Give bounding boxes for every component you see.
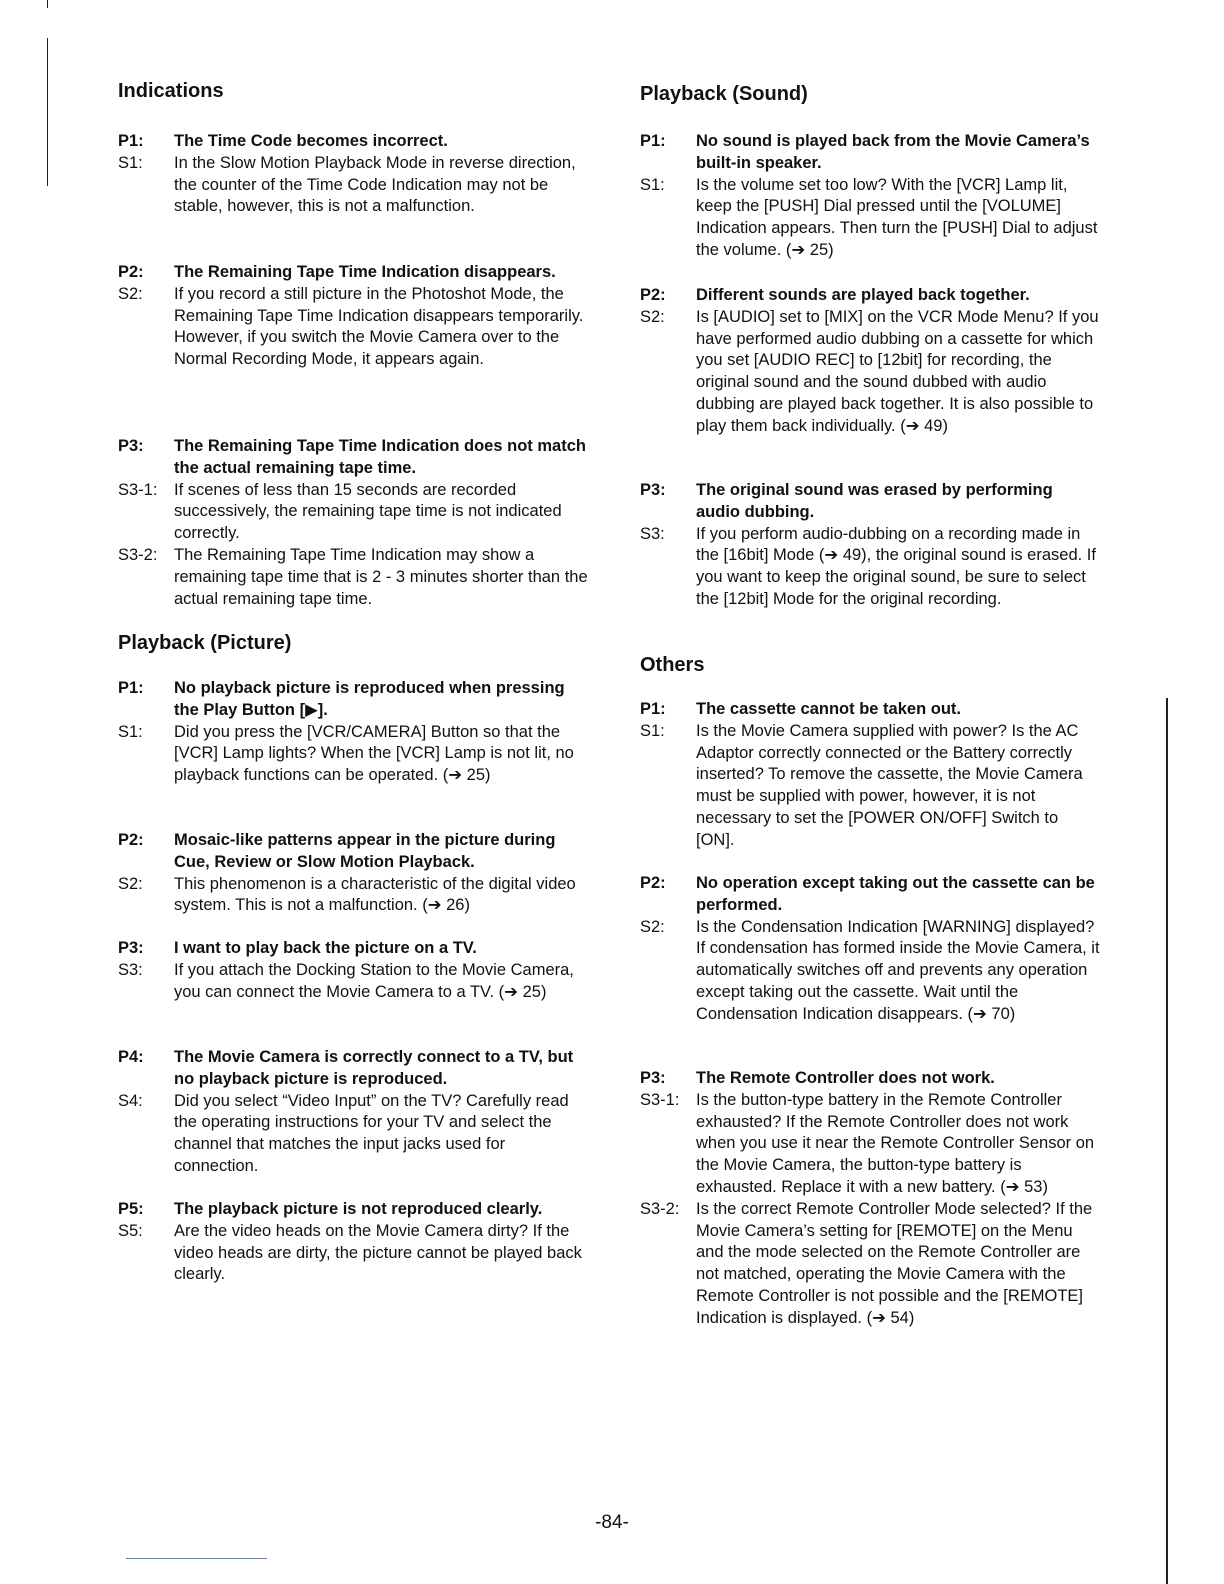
solution-text: Is the correct Remote Controller Mode selected? If the Movie Camera’s setting for [REMOTE] on the Menu and the mode selected on the Remote Controller are not matched, operating the Movie Camera with the Remote Controller is not possible and the [REMOTE] Indication is displayed. (➔ 54) (696, 1199, 1093, 1327)
scan-edge-mark (1166, 698, 1168, 1584)
problem-code: P3: (118, 939, 144, 957)
problem-code: P2: (640, 874, 666, 892)
problem-text: Different sounds are played back together. (696, 286, 1030, 304)
problem-code: P1: (118, 132, 144, 150)
solution (118, 153, 588, 218)
solution-code: S2: (640, 307, 665, 326)
problem-code: P3: (640, 1069, 666, 1087)
problem-code: P2: (640, 286, 666, 304)
solution-code: S1: (640, 175, 665, 194)
scan-underline-mark (126, 1558, 267, 1559)
solution-text: If you record a still picture in the Photoshot Mode, the Remaining Tape Time Indication disappears temporarily. However, if you switch the Movie Camera over to the Normal Recording Mode, it appears again. (174, 284, 584, 369)
trouble-entry (118, 678, 588, 787)
problem-text: The Remaining Tape Time Indication disappears. (174, 263, 556, 281)
solution (118, 722, 588, 787)
problem (118, 938, 588, 960)
solution-code: S3: (118, 960, 143, 979)
solution (640, 1199, 1100, 1330)
problem-text: The cassette cannot be taken out. (696, 700, 961, 718)
section-title-indications: Indications (118, 80, 224, 102)
problem (118, 678, 588, 722)
solution (118, 480, 588, 545)
solution (118, 874, 588, 918)
problem-text: No playback picture is reproduced when pressing the Play Button [▶]. (174, 679, 565, 719)
solution-text: Did you press the [VCR/CAMERA] Button so that the [VCR] Lamp lights? When the [VCR] Lamp is not lit, no playback functions can be operated. (➔ 25) (174, 722, 574, 785)
solution-code: S3-1: (118, 480, 158, 499)
solution-code: S3-2: (118, 545, 158, 564)
trouble-entry (640, 285, 1100, 438)
problem (640, 480, 1100, 524)
trouble-entry (640, 131, 1100, 262)
solution-text: The Remaining Tape Time Indication may show a remaining tape time that is 2 - 3 minutes shorter than the actual remaining tape time. (174, 545, 588, 608)
trouble-entry (118, 830, 588, 917)
solution-code: S2: (118, 284, 143, 303)
trouble-entry (118, 436, 588, 610)
solution (640, 721, 1100, 852)
solution (118, 284, 588, 371)
problem-text: The playback picture is not reproduced clearly. (174, 1200, 543, 1218)
page-number: -84- (595, 1512, 629, 1533)
problem (640, 131, 1100, 175)
problem (640, 285, 1100, 307)
solution-text: Is [AUDIO] set to [MIX] on the VCR Mode Menu? If you have performed audio dubbing on a cassette for which you set [AUDIO REC] to [12bit] for recording, the original sound and the sound dubbed with audio dubbing are played back together. It is also possible to play them back individually. (➔ 49) (696, 307, 1099, 435)
problem-text: The Movie Camera is correctly connect to a TV, but no playback picture is reproduced. (174, 1048, 574, 1088)
trouble-entry (118, 1047, 588, 1178)
problem-text: No sound is played back from the Movie Camera’s built-in speaker. (696, 132, 1090, 172)
solution-code: S1: (118, 153, 143, 172)
problem-text: No operation except taking out the cassette can be performed. (696, 874, 1095, 914)
solution-code: S3-2: (640, 1199, 680, 1218)
problem-text: The Remote Controller does not work. (696, 1069, 995, 1087)
solution (640, 917, 1100, 1026)
problem-text: The original sound was erased by performing audio dubbing. (696, 481, 1053, 521)
solution (640, 307, 1100, 438)
problem (640, 699, 1100, 721)
trouble-entry (118, 1199, 588, 1286)
problem-code: P2: (118, 263, 144, 281)
scan-edge-mark (47, 38, 48, 186)
trouble-entry (118, 262, 588, 371)
problem-text: The Remaining Tape Time Indication does not match the actual remaining tape time. (174, 437, 586, 477)
section-title-playback-sound: Playback (Sound) (640, 83, 808, 105)
solution-text: If you perform audio-dubbing on a recording made in the [16bit] Mode (➔ 49), the original sound is erased. If you want to keep the original sound, be sure to select the [12bit] Mode for the original recording. (696, 524, 1096, 608)
trouble-entry (640, 699, 1100, 852)
problem-code: P3: (118, 437, 144, 455)
solution-text: Are the video heads on the Movie Camera dirty? If the video heads are dirty, the picture cannot be played back clearly. (174, 1221, 582, 1284)
problem (118, 1047, 588, 1091)
solution-text: Is the Condensation Indication [WARNING] displayed? If condensation has formed inside the Movie Camera, it automatically switches off and prevents any operation except taking out the cassette. Wait until the Condensation Indication disappears. (➔ 70) (696, 917, 1100, 1023)
solution-code: S1: (118, 722, 143, 741)
solution-code: S3: (640, 524, 665, 543)
problem-text: The Time Code becomes incorrect. (174, 132, 448, 150)
scan-edge-mark (47, 0, 48, 8)
problem (118, 262, 588, 284)
problem (118, 131, 588, 153)
problem-code: P4: (118, 1048, 144, 1066)
problem-code: P1: (640, 700, 666, 718)
solution (118, 960, 588, 1004)
trouble-entry (640, 873, 1100, 1026)
trouble-entry (118, 131, 588, 218)
solution-text: Is the button-type battery in the Remote Controller exhausted? If the Remote Controller does not work when you use it near the Remote Controller Sensor on the Movie Camera, the button-type battery is exhausted. Replace it with a new battery. (➔ 53) (696, 1090, 1095, 1196)
solution-code: S1: (640, 721, 665, 740)
trouble-entry (118, 938, 588, 1003)
problem (118, 436, 588, 480)
problem (640, 1068, 1100, 1090)
solution-code: S4: (118, 1091, 143, 1110)
problem (118, 1199, 588, 1221)
problem (640, 873, 1100, 917)
problem (118, 830, 588, 874)
solution (640, 524, 1100, 611)
solution-code: S5: (118, 1221, 143, 1240)
solution-text: Is the volume set too low? With the [VCR] Lamp lit, keep the [PUSH] Dial pressed until the [VOLUME] Indication appears. Then turn the [PUSH] Dial to adjust the volume. (➔ 25) (696, 175, 1098, 259)
problem-text: I want to play back the picture on a TV. (174, 939, 477, 957)
solution-text: If you attach the Docking Station to the Movie Camera, you can connect the Movie Camera to a TV. (➔ 25) (174, 960, 574, 1001)
solution (640, 175, 1100, 262)
solution-text: This phenomenon is a characteristic of the digital video system. This is not a malfunction. (➔ 26) (174, 874, 576, 915)
solution-code: S3-1: (640, 1090, 680, 1109)
solution (640, 1090, 1100, 1199)
problem-code: P1: (118, 679, 144, 697)
problem-code: P5: (118, 1200, 144, 1218)
trouble-entry (640, 1068, 1100, 1330)
solution-code: S2: (640, 917, 665, 936)
trouble-entry (640, 480, 1100, 611)
solution-text: Is the Movie Camera supplied with power? Is the AC Adaptor correctly connected or the Battery correctly inserted? To remove the cassette, the Movie Camera must be supplied with power, however, it is not necessary to set the [POWER ON/OFF] Switch to [ON]. (696, 721, 1083, 849)
problem-code: P1: (640, 132, 666, 150)
solution-text: If scenes of less than 15 seconds are recorded successively, the remaining tape time is not indicated correctly. (174, 480, 562, 543)
solution-text: Did you select “Video Input” on the TV? Carefully read the operating instructions for your TV and select the channel that matches the input jacks used for connection. (174, 1091, 569, 1175)
problem-text: Mosaic-like patterns appear in the picture during Cue, Review or Slow Motion Playback. (174, 831, 556, 871)
problem-code: P2: (118, 831, 144, 849)
problem-code: P3: (640, 481, 666, 499)
solution-text: In the Slow Motion Playback Mode in reverse direction, the counter of the Time Code Indication may not be stable, however, this is not a malfunction. (174, 153, 576, 216)
solution (118, 545, 588, 610)
section-title-playback-picture: Playback (Picture) (118, 632, 292, 654)
solution (118, 1221, 588, 1286)
solution (118, 1091, 588, 1178)
solution-code: S2: (118, 874, 143, 893)
section-title-others: Others (640, 654, 705, 676)
